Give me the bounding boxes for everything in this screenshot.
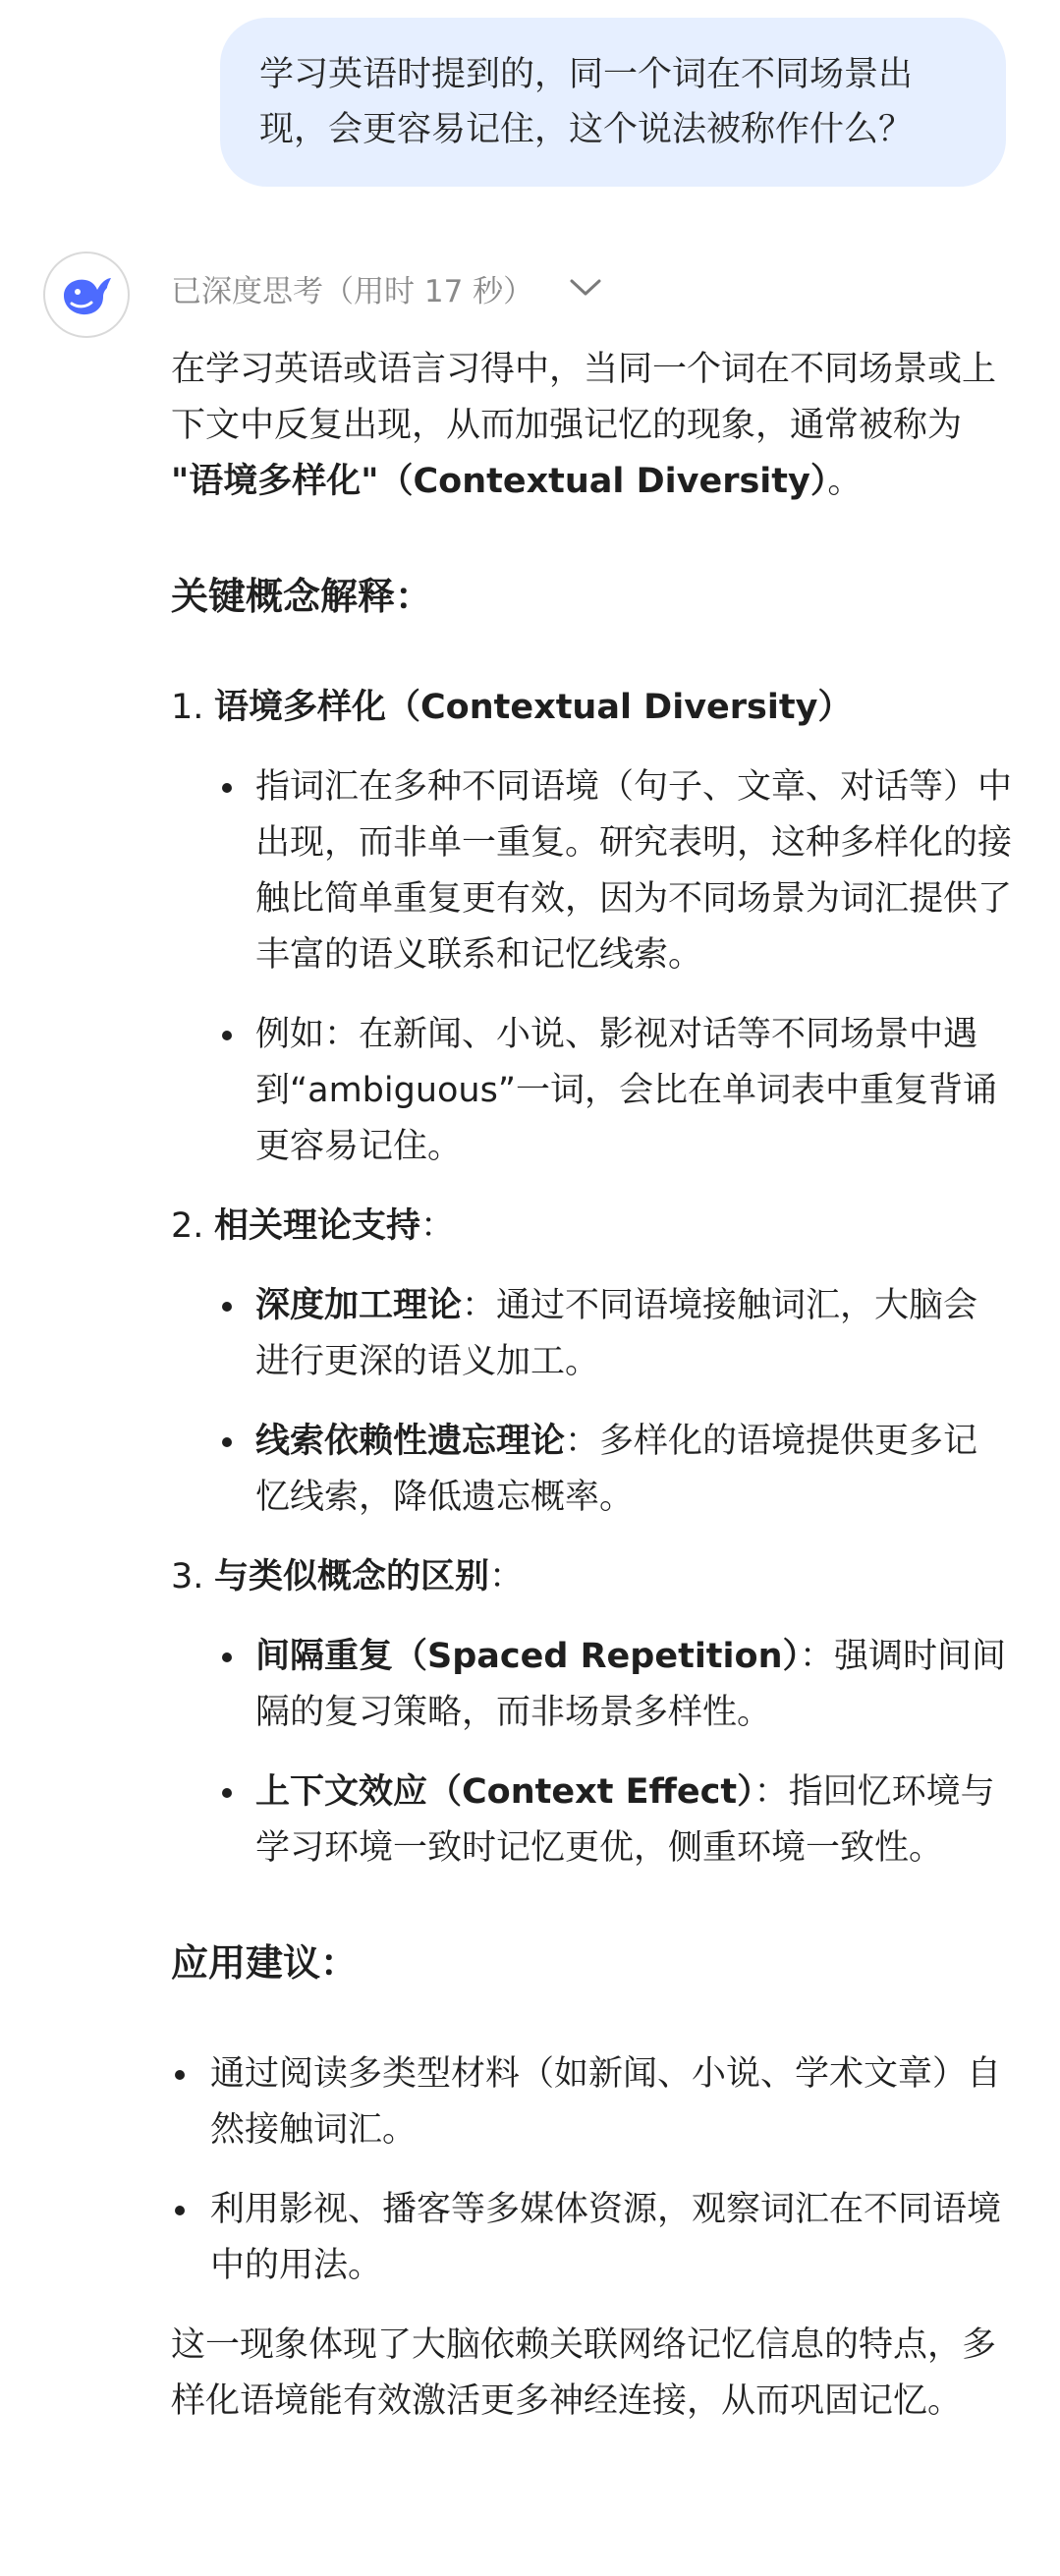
suggestion-list xyxy=(171,2046,1012,2294)
list-item-title: 相关理论支持 xyxy=(214,1206,421,1246)
suggestion-item xyxy=(171,2182,1012,2294)
bullet-text: ：通过不同语境接触词汇，大脑会进行更深的语义加工。 xyxy=(255,1286,978,1381)
bullet-text: 例如：在新闻、小说、影视对话等不同场景中遇到“ambiguous”一词，会比在单词表中重复背诵更容易记住。 xyxy=(255,1015,997,1166)
bullet-text: ：强调时间间隔的复习策略，而非场景多样性。 xyxy=(255,1637,1007,1732)
title-suffix: ： xyxy=(420,1206,456,1246)
answer-conclusion: 这一现象体现了大脑依赖关联网络记忆信息的特点，多样化语境能有效激活更多神经连接，从而巩固记忆。 xyxy=(171,2325,997,2421)
list-item-title: 语境多样化（Contextual Diversity） xyxy=(214,688,853,727)
thinking-toggle[interactable] xyxy=(171,263,602,312)
user-message-text: 学习英语时提到的，同一个词在不同场景出现，会更容易记住，这个说法被称作什么？ xyxy=(259,55,914,149)
whale-logo-icon xyxy=(58,266,115,323)
list-item xyxy=(171,680,1012,1175)
bullet-bold: 线索依赖性遗忘理论 xyxy=(255,1422,566,1461)
sub-list xyxy=(214,1629,1012,1876)
assistant-avatar xyxy=(43,252,130,338)
list-item xyxy=(171,1549,1012,1876)
intro-text: 在学习英语或语言习得中，当同一个词在不同场景或上下文中反复出现，从而加强记忆的现象，通常被称为 xyxy=(171,350,997,445)
sub-list-item xyxy=(214,1764,1012,1876)
user-message-bubble xyxy=(220,18,1006,187)
list-number: 3. xyxy=(171,1557,204,1596)
list-item-title: 与类似概念的区别 xyxy=(214,1557,490,1596)
list-item xyxy=(171,1199,1012,1526)
bullet-bold: 上下文效应（Context Effect） xyxy=(255,1772,754,1812)
bullet-bold: 深度加工理论 xyxy=(255,1286,463,1325)
chevron-down-icon[interactable] xyxy=(569,278,602,298)
suggestion-item xyxy=(171,2046,1012,2158)
sub-list-item xyxy=(214,1414,1012,1526)
bullet-text: ：指回忆环境与学习环境一致时记忆更优，侧重环境一致性。 xyxy=(255,1772,995,1868)
answer-intro xyxy=(171,342,1012,510)
sub-list-item xyxy=(214,759,1012,983)
list-number: 2. xyxy=(171,1206,204,1246)
sub-list xyxy=(214,759,1012,1175)
sub-list-item xyxy=(214,1629,1012,1741)
suggestion-text: 通过阅读多类型材料（如新闻、小说、学术文章）自然接触词汇。 xyxy=(210,2054,1002,2150)
intro-term: "语境多样化"（Contextual Diversity） xyxy=(171,462,828,501)
sub-list xyxy=(214,1278,1012,1526)
section-title-concepts: 关键概念解释： xyxy=(171,575,433,618)
list-number: 1. xyxy=(171,688,204,727)
bullet-bold: 间隔重复（Spaced Repetition） xyxy=(255,1637,801,1676)
suggestion-text: 利用影视、播客等多媒体资源，观察词汇在不同语境中的用法。 xyxy=(210,2190,1002,2285)
intro-end: 。 xyxy=(827,462,863,501)
title-suffix: ： xyxy=(489,1557,525,1596)
sub-list-item xyxy=(214,1278,1012,1390)
thinking-label: 已深度思考（用时 17 秒） xyxy=(171,273,534,309)
bullet-text: 指词汇在多种不同语境（句子、文章、对话等）中出现，而非单一重复。研究表明，这种多样化的接触比简单重复更有效，因为不同场景为词汇提供了丰富的语义联系和记忆线索。 xyxy=(255,767,1013,975)
section-title-suggestions: 应用建议： xyxy=(171,1941,359,1985)
bullet-text: ：多样化的语境提供更多记忆线索，降低遗忘概率。 xyxy=(255,1422,978,1517)
sub-list-item xyxy=(214,1007,1012,1175)
assistant-answer xyxy=(171,342,1012,2430)
